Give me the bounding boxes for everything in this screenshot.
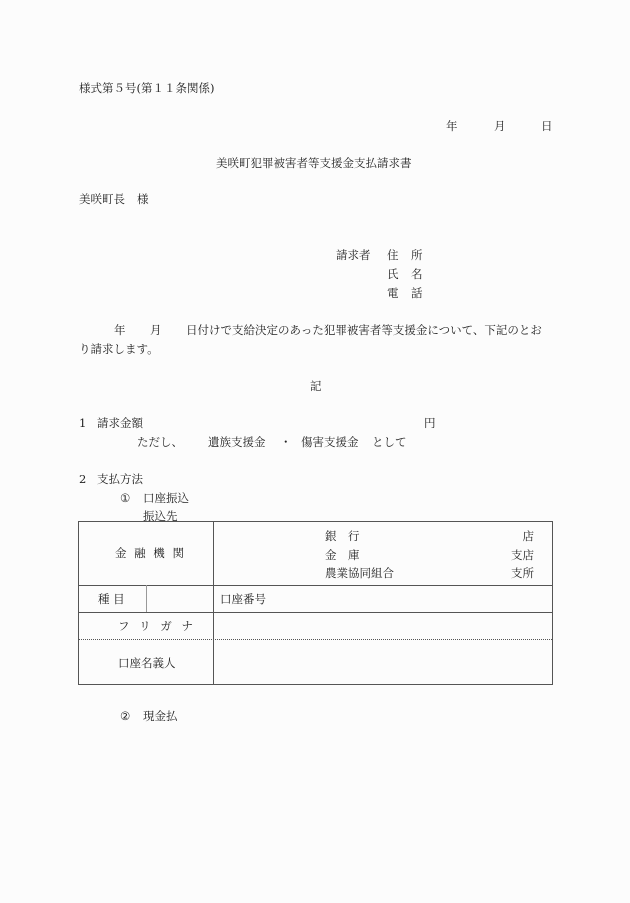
claimant-address-label-1: 住 (387, 248, 399, 262)
section2-label: 支払方法 (97, 472, 143, 486)
claimant-phone-label-2: 話 (411, 286, 423, 300)
method1-label: 口座振込 (143, 491, 189, 505)
option-bereaved-support: 遺族支援金 (208, 435, 266, 449)
option-separator: ・ (280, 435, 292, 449)
option-injury-support: 傷害支援金 (301, 435, 359, 449)
document-title: 美咲町犯罪被害者等支援金支払請求書 (216, 156, 412, 170)
account-number-label: 口座番号 (220, 592, 266, 606)
section1-label: 請求金額 (97, 416, 143, 430)
claimant-name-label-1: 氏 (387, 267, 399, 281)
institution-label: 金 融 機 関 (115, 546, 186, 560)
ki-heading: 記 (310, 379, 322, 393)
date-day-label: 日 (541, 119, 553, 133)
body-month-label: 月 (150, 323, 162, 337)
date-year-label: 年 (446, 119, 458, 133)
section1-currency: 円 (424, 416, 436, 430)
branch-label-shiten: 支店 (511, 548, 534, 562)
body-year-label: 年 (114, 323, 126, 337)
claimant-label: 請求者 (336, 248, 371, 262)
furigana-field[interactable] (214, 613, 552, 639)
bank-transfer-table (78, 521, 553, 685)
proviso-suffix: として (372, 435, 407, 449)
method2-marker: ② (120, 709, 131, 723)
claimant-name-label-2: 名 (411, 267, 423, 281)
destination-label: 振込先 (143, 509, 178, 523)
section1-number: 1 (79, 416, 87, 430)
account-type-label: 種 目 (98, 592, 125, 606)
section2-number: 2 (79, 472, 87, 486)
account-number-field[interactable] (279, 586, 552, 612)
branch-label-ten: 店 (522, 529, 534, 543)
institution-name-field[interactable] (214, 522, 552, 585)
institution-type-shinkin: 金 庫 (325, 548, 360, 562)
body-line-2: り請求します。 (79, 342, 159, 356)
body-line-1: 日付けで支給決定のあった犯罪被害者等支援金について、下記のとお (186, 323, 542, 337)
institution-type-bank: 銀 行 (325, 529, 360, 543)
addressee-name: 美咲町長 (79, 192, 125, 206)
claimant-address-label-2: 所 (411, 248, 423, 262)
date-month-label: 月 (494, 119, 506, 133)
account-holder-label: 口座名義人 (118, 656, 176, 670)
method1-marker: ① (120, 491, 131, 505)
claimant-phone-label-1: 電 (387, 286, 399, 300)
addressee-honorific: 様 (137, 192, 149, 206)
proviso-prefix: ただし、 (137, 435, 183, 449)
method2-label: 現金払 (143, 709, 178, 723)
branch-label-shisho: 支所 (511, 566, 534, 580)
account-type-field[interactable] (147, 586, 213, 612)
furigana-label: フ リ ガ ナ (118, 619, 196, 633)
account-holder-field[interactable] (214, 640, 552, 684)
form-number: 様式第５号(第１１条関係) (79, 81, 215, 95)
institution-type-agri-coop: 農業協同組合 (325, 566, 394, 580)
